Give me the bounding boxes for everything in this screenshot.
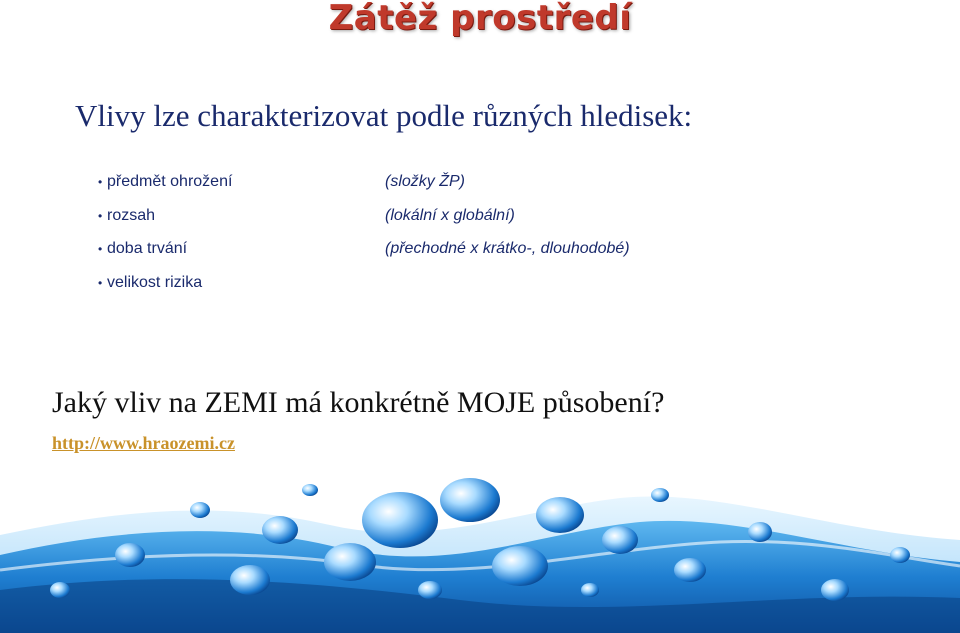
water-wave-image: [0, 470, 960, 633]
note-item: (přechodné x krátko-, dlouhodobé): [385, 240, 630, 257]
note-item: (lokální x globální): [385, 206, 515, 224]
slide-subtitle: Vlivy lze charakterizovat podle různých hledisek:: [75, 98, 693, 133]
list-item: • doba trvání: [98, 237, 232, 271]
slide-title: Zátěž prostředí: [328, 0, 632, 38]
list-item: • předmět ohrožení: [98, 170, 232, 204]
note-item: (složky ŽP): [385, 173, 465, 190]
list-item: • rozsah: [98, 204, 232, 238]
question-text: Jaký vliv na ZEMI má konkrétně MOJE působení?: [52, 386, 665, 419]
criteria-list: [98, 170, 232, 304]
list-item: • velikost rizika: [98, 271, 232, 305]
criteria-notes: [385, 170, 630, 304]
note-item: [385, 271, 630, 305]
website-link[interactable]: http://www.hraozemi.cz: [52, 433, 235, 453]
